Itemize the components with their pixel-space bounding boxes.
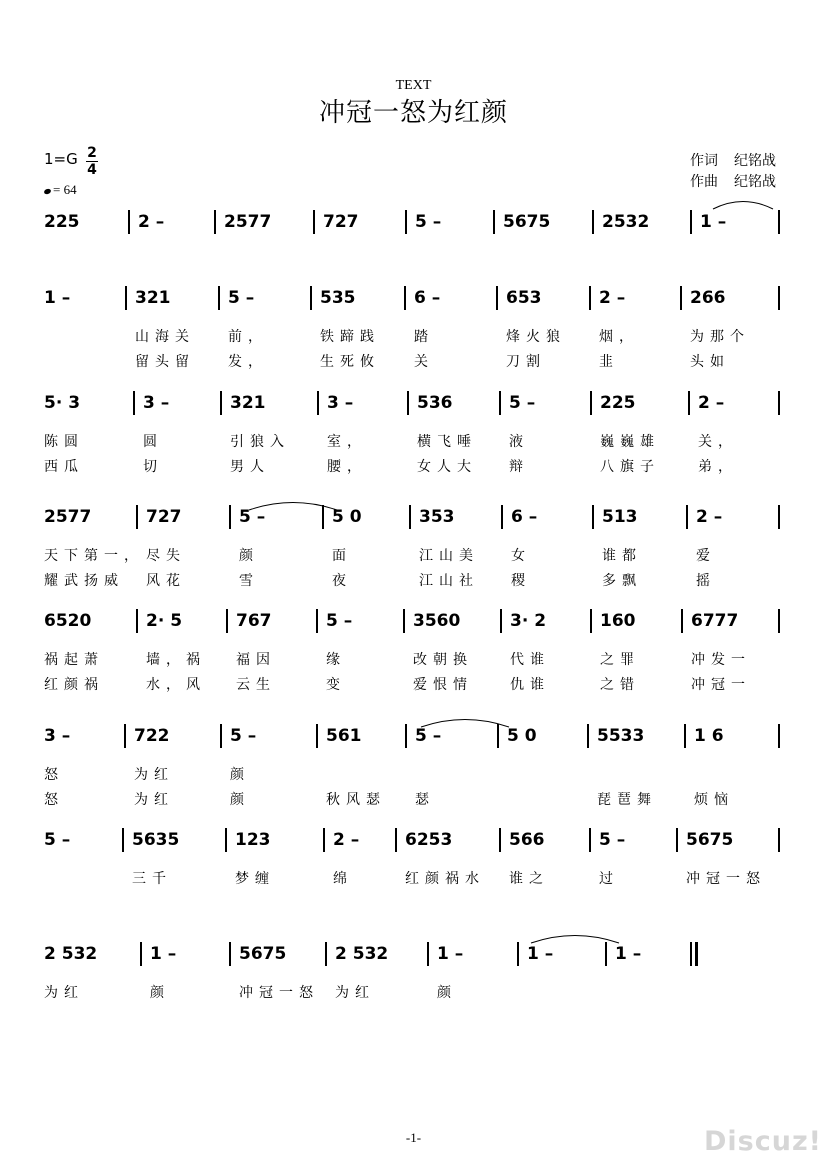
measure: 566 — [509, 830, 545, 850]
barline — [317, 391, 319, 415]
lyric-line-2: 辩 — [509, 459, 529, 475]
measure: 5 – — [44, 830, 71, 850]
barline — [690, 210, 692, 234]
tempo-value: = 64 — [53, 182, 77, 197]
measure: 5 – — [415, 726, 442, 746]
measure: 1 – — [527, 944, 554, 964]
slur-mark — [712, 196, 774, 210]
lyric-line-2: 仇谁 — [510, 677, 550, 693]
barline — [690, 942, 692, 966]
measure: 321 — [135, 288, 171, 308]
lyric-line-1: 缘 — [326, 652, 346, 668]
measure: 5 0 — [332, 507, 362, 527]
measure: 653 — [506, 288, 542, 308]
measure: 1 – — [615, 944, 642, 964]
measure: 5 – — [326, 611, 353, 631]
barline — [122, 828, 124, 852]
lyric-line-2: 关 — [414, 354, 434, 370]
lyric-line-2: 男人 — [230, 459, 270, 475]
lyric-line-1: 墙，祸 — [146, 652, 206, 668]
final-barline — [695, 942, 698, 966]
barline — [226, 609, 228, 633]
measure: 3 – — [143, 393, 170, 413]
lyric-line-1: 江山美 — [419, 548, 479, 564]
measure: 321 — [230, 393, 266, 413]
barline — [140, 942, 142, 966]
barline — [323, 828, 325, 852]
lyric-line-2: 女人大 — [417, 459, 477, 475]
lyric-line-1: 之罪 — [600, 652, 640, 668]
barline — [499, 391, 501, 415]
measure: 513 — [602, 507, 638, 527]
barline — [316, 724, 318, 748]
lyric-line-2: 生死攸 — [320, 354, 380, 370]
lyric-line-1: 圆 — [143, 434, 163, 450]
lyric-line-1: 颜 — [150, 985, 170, 1001]
lyric-line-2: 留头留 — [135, 354, 195, 370]
lyric-line-2: 八旗子 — [600, 459, 660, 475]
lyric-line-2: 西瓜 — [44, 459, 84, 475]
barline — [590, 609, 592, 633]
barline — [590, 391, 592, 415]
barline — [407, 391, 409, 415]
barline — [395, 828, 397, 852]
measure: 2 532 — [335, 944, 389, 964]
lyricist-credit — [690, 150, 776, 170]
measure: 2 532 — [44, 944, 98, 964]
measure: 1 6 — [694, 726, 724, 746]
lyric-line-1: 三千 — [132, 871, 172, 887]
lyric-line-2: 怒 — [44, 792, 64, 808]
barline — [778, 286, 780, 310]
slur-mark — [248, 497, 338, 511]
measure: 5 – — [509, 393, 536, 413]
measure: 5675 — [503, 212, 551, 232]
lyric-line-2: 耀武扬威 — [44, 573, 124, 589]
barline — [496, 286, 498, 310]
measure: 1 – — [150, 944, 177, 964]
measure: 5675 — [686, 830, 734, 850]
measure: 266 — [690, 288, 726, 308]
lyric-line-1: 梦缠 — [235, 871, 275, 887]
lyric-line-2: 切 — [143, 459, 163, 475]
lyric-line-2: 变 — [326, 677, 346, 693]
lyric-line-2: 稷 — [511, 573, 531, 589]
barline — [313, 210, 315, 234]
lyric-line-2: 瑟 — [415, 792, 435, 808]
lyric-line-2: 云生 — [236, 677, 276, 693]
lyric-line-1: 代谁 — [510, 652, 550, 668]
lyric-line-2: 为红 — [134, 792, 174, 808]
time-signature-bottom: 4 — [87, 162, 97, 178]
lyric-line-1: 陈圆 — [44, 434, 84, 450]
lyric-line-1: 尽失 — [146, 548, 186, 564]
barline — [214, 210, 216, 234]
barline — [778, 828, 780, 852]
measure: 2 – — [696, 507, 723, 527]
lyric-line-1: 为红 — [134, 767, 174, 783]
barline — [501, 505, 503, 529]
measure: 767 — [236, 611, 272, 631]
measure: 5533 — [597, 726, 645, 746]
lyric-line-2: 琵琶舞 — [597, 792, 657, 808]
measure: 123 — [235, 830, 271, 850]
barline — [136, 609, 138, 633]
measure: 225 — [44, 212, 80, 232]
lyric-line-2: 秋风瑟 — [326, 792, 386, 808]
measure: 1 – — [44, 288, 71, 308]
measure: 2 – — [698, 393, 725, 413]
lyric-line-1: 颜 — [437, 985, 457, 1001]
lyric-line-1: 过 — [599, 871, 619, 887]
barline — [778, 391, 780, 415]
barline — [229, 942, 231, 966]
quarter-note-icon — [43, 187, 51, 194]
lyric-line-1: 为红 — [44, 985, 84, 1001]
lyric-line-1: 谁都 — [602, 548, 642, 564]
song-title: 冲冠一怒为红颜 — [318, 98, 508, 128]
barline — [676, 828, 678, 852]
barline — [136, 505, 138, 529]
barline — [220, 724, 222, 748]
lyric-line-1: 面 — [332, 548, 352, 564]
barline — [225, 828, 227, 852]
measure: 5 – — [239, 507, 266, 527]
measure: 535 — [320, 288, 356, 308]
lyric-line-2: 水，风 — [146, 677, 206, 693]
page-number: -1- — [405, 1130, 422, 1145]
lyric-line-1: 改朝换 — [413, 652, 473, 668]
lyric-line-1: 室， — [327, 434, 367, 450]
lyric-line-1: 祸起萧 — [44, 652, 104, 668]
lyric-line-1: 铁蹄践 — [320, 329, 380, 345]
measure: 353 — [419, 507, 455, 527]
lyric-line-1: 前， — [228, 329, 268, 345]
watermark: Discuz! — [704, 1126, 822, 1157]
measure: 5 0 — [507, 726, 537, 746]
barline — [133, 391, 135, 415]
lyricist-label: 作词 — [690, 153, 718, 169]
measure: 160 — [600, 611, 636, 631]
lyric-line-1: 为红 — [335, 985, 375, 1001]
lyric-line-1: 引狼入 — [230, 434, 290, 450]
lyric-line-2: 雪 — [239, 573, 259, 589]
composer-credit — [690, 171, 776, 191]
barline — [688, 391, 690, 415]
barline — [686, 505, 688, 529]
measure: 5· 3 — [44, 393, 81, 413]
barline — [403, 609, 405, 633]
lyric-line-2: 之错 — [600, 677, 640, 693]
measure: 3 – — [327, 393, 354, 413]
barline — [128, 210, 130, 234]
measure: 536 — [417, 393, 453, 413]
barline — [310, 286, 312, 310]
lyric-line-1: 巍巍雄 — [600, 434, 660, 450]
subtitle: TEXT — [395, 78, 432, 93]
barline — [500, 609, 502, 633]
measure: 6777 — [691, 611, 739, 631]
measure: 2· 5 — [146, 611, 183, 631]
lyric-line-1: 颜 — [230, 767, 250, 783]
barline — [124, 724, 126, 748]
measure: 2532 — [602, 212, 650, 232]
lyric-line-2: 头如 — [690, 354, 730, 370]
lyric-line-2: 发， — [228, 354, 268, 370]
measure: 6 – — [511, 507, 538, 527]
lyric-line-1: 爱 — [696, 548, 716, 564]
time-signature-top: 2 — [87, 145, 97, 161]
barline — [229, 505, 231, 529]
measure: 5 – — [415, 212, 442, 232]
measure: 1 – — [437, 944, 464, 964]
barline — [499, 828, 501, 852]
measure: 3· 2 — [510, 611, 547, 631]
measure: 3 – — [44, 726, 71, 746]
measure: 5635 — [132, 830, 180, 850]
barline — [680, 286, 682, 310]
lyric-line-1: 女 — [511, 548, 531, 564]
lyric-line-1: 谁之 — [509, 871, 549, 887]
barline — [589, 286, 591, 310]
lyric-line-2: 弟， — [698, 459, 738, 475]
lyric-line-1: 冲冠一怒 — [239, 985, 319, 1001]
barline — [592, 505, 594, 529]
lyric-line-1: 天下第一， — [44, 548, 144, 564]
measure: 5 – — [230, 726, 257, 746]
lyric-line-1: 山海关 — [135, 329, 195, 345]
barline — [592, 210, 594, 234]
slur-mark — [420, 714, 510, 728]
measure: 561 — [326, 726, 362, 746]
tempo-marking — [44, 182, 77, 198]
barline — [778, 505, 780, 529]
barline — [404, 286, 406, 310]
lyric-line-2: 韭 — [599, 354, 619, 370]
measure: 2 – — [333, 830, 360, 850]
lyric-line-2: 刀割 — [506, 354, 546, 370]
measure: 5 – — [228, 288, 255, 308]
lyric-line-2: 多飘 — [602, 573, 642, 589]
lyric-line-2: 冲冠一 — [691, 677, 751, 693]
slur-mark — [530, 930, 620, 944]
key-signature: 1=G — [44, 150, 78, 168]
lyric-line-2: 摇 — [696, 573, 716, 589]
measure: 722 — [134, 726, 170, 746]
measure: 727 — [146, 507, 182, 527]
lyric-line-2: 红颜祸 — [44, 677, 104, 693]
lyric-line-1: 红颜祸水 — [405, 871, 485, 887]
lyric-line-1: 关， — [698, 434, 738, 450]
lyric-line-1: 烟， — [599, 329, 639, 345]
lyric-line-1: 颜 — [239, 548, 259, 564]
barline — [405, 724, 407, 748]
composer-name: 纪铭战 — [734, 174, 776, 190]
measure: 727 — [323, 212, 359, 232]
lyric-line-1: 冲发一 — [691, 652, 751, 668]
lyric-line-1: 踏 — [414, 329, 434, 345]
barline — [316, 609, 318, 633]
lyric-line-2: 风花 — [146, 573, 186, 589]
barline — [778, 609, 780, 633]
barline — [517, 942, 519, 966]
barline — [405, 210, 407, 234]
lyric-line-1: 横飞唾 — [417, 434, 477, 450]
barline — [587, 724, 589, 748]
measure: 1 – — [700, 212, 727, 232]
measure: 2577 — [224, 212, 272, 232]
measure: 2 – — [138, 212, 165, 232]
barline — [589, 828, 591, 852]
lyric-line-1: 烽火狼 — [506, 329, 566, 345]
composer-label: 作曲 — [690, 174, 718, 190]
measure: 2577 — [44, 507, 92, 527]
lyric-line-1: 福因 — [236, 652, 276, 668]
measure: 225 — [600, 393, 636, 413]
barline — [605, 942, 607, 966]
lyric-line-2: 烦恼 — [694, 792, 734, 808]
lyric-line-1: 绵 — [333, 871, 353, 887]
lyric-line-1: 液 — [509, 434, 529, 450]
measure: 3560 — [413, 611, 461, 631]
lyric-line-1: 冲冠一怒 — [686, 871, 766, 887]
measure: 6520 — [44, 611, 92, 631]
barline — [220, 391, 222, 415]
measure: 5675 — [239, 944, 287, 964]
barline — [125, 286, 127, 310]
lyric-line-2: 江山社 — [419, 573, 479, 589]
barline — [681, 609, 683, 633]
barline — [778, 724, 780, 748]
lyric-line-1: 怒 — [44, 767, 64, 783]
measure: 6 – — [414, 288, 441, 308]
measure: 5 – — [599, 830, 626, 850]
barline — [684, 724, 686, 748]
measure: 6253 — [405, 830, 453, 850]
barline — [778, 210, 780, 234]
lyric-line-2: 夜 — [332, 573, 352, 589]
barline — [427, 942, 429, 966]
barline — [409, 505, 411, 529]
barline — [325, 942, 327, 966]
measure: 2 – — [599, 288, 626, 308]
lyric-line-2: 腰， — [327, 459, 367, 475]
barline — [493, 210, 495, 234]
lyric-line-2: 爱恨情 — [413, 677, 473, 693]
time-signature — [86, 146, 98, 177]
lyricist-name: 纪铭战 — [734, 153, 776, 169]
lyric-line-1: 为那个 — [690, 329, 750, 345]
lyric-line-2: 颜 — [230, 792, 250, 808]
barline — [218, 286, 220, 310]
